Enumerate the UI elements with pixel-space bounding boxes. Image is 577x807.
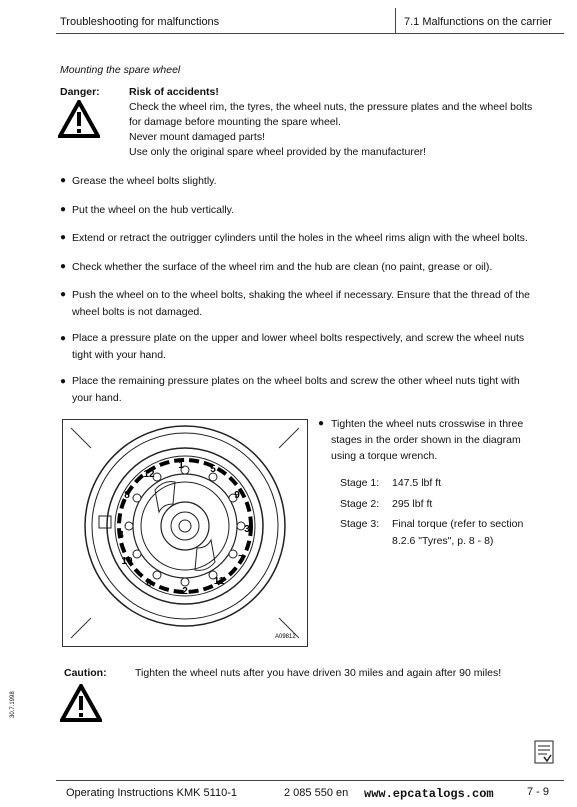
manual-book-icon [533,739,555,765]
caution-label: Caution: [64,667,107,679]
header-rule [56,33,564,34]
bullet-4: ● [60,261,67,272]
step-6-line-2: tight with your hand. [72,349,166,361]
danger-warning-icon [58,100,100,138]
step-7-line-2: your hand. [72,392,122,404]
step-5-line-2: wheel bolts is not damaged. [72,306,203,318]
diagram-code: A09812 [275,634,296,640]
nut-label-8: 8 [124,490,130,501]
danger-heading: Risk of accidents! [129,86,219,98]
bullet-3: ● [60,232,67,243]
danger-line-2: for damage before mounting the spare wheel. [129,116,341,128]
nut-label-3: 3 [244,524,250,535]
nut-label-1: 1 [178,460,184,471]
bullet-5: ● [60,289,67,300]
header-divider [395,8,396,34]
step-1-line-1: Grease the wheel bolts slightly. [72,175,217,187]
nut-label-4: 4 [118,530,124,541]
step-7 [72,373,562,407]
step-3 [72,230,562,247]
caution-warning-icon [60,684,102,722]
step-2-line-1: Put the wheel on the hub vertically. [72,204,235,216]
step-4 [72,259,562,276]
stage-3-value-line-2: 8.2.6 "Tyres", p. 8 - 8) [392,535,494,547]
nut-label-12: 12 [143,469,155,480]
stage-2-value: 295 lbf ft [392,498,433,510]
nut-label-11: 11 [213,576,225,587]
step-3-line-1: Extend or retract the outrigger cylinders until the holes in the wheel rims align with the wheel bolts. [72,232,528,244]
stage-2-label: Stage 2: [340,498,380,510]
footer-watermark: www.epcatalogs.com [364,787,494,801]
tighten-line-3: using a torque wrench. [331,450,438,462]
stage-1-value: 147.5 lbf ft [392,477,442,489]
bullet-6: ● [60,333,67,344]
stage-1-label: Stage 1: [340,477,380,489]
nut-label-5: 5 [210,464,216,475]
caution-text: Tighten the wheel nuts after you have driven 30 miles and again after 90 miles! [135,667,502,679]
bullet-2: ● [60,204,67,215]
step-5-line-1: Push the wheel on to the wheel bolts, shaking the wheel if necessary. Ensure that the thread of the [72,289,531,301]
step-5 [72,287,562,321]
nut-label-6: 6 [146,578,152,589]
step-6 [72,330,562,364]
bullet-1: ● [60,175,67,186]
danger-line-3: Never mount damaged parts! [129,131,265,143]
step-1 [72,173,562,190]
step-6-line-1: Place a pressure plate on the upper and lower wheel bolts respectively, and screw the wheel nuts [72,332,525,344]
nut-label-10: 10 [121,556,133,567]
nut-label-9: 9 [234,490,240,501]
danger-line-1: Check the wheel rim, the tyres, the wheel nuts, the pressure plates and the wheel bolts [129,101,533,113]
footer-center: 2 085 550 en [284,787,349,799]
nut-label-7: 7 [238,554,244,565]
tighten-line-1: Tighten the wheel nuts crosswise in three [331,418,524,430]
tighten-bullet: ● [318,418,325,429]
danger-label: Danger: [60,86,100,98]
step-2 [72,202,562,219]
footer-page: 7 - 9 [527,786,550,798]
nut-label-2: 2 [182,586,188,597]
bullet-7: ● [60,376,67,387]
section-title: Mounting the spare wheel [60,64,181,76]
footer-left: Operating Instructions KMK 5110-1 [66,787,237,799]
header-right: 7.1 Malfunctions on the carrier [404,16,552,28]
header-left: Troubleshooting for malfunctions [60,16,220,28]
wheel-drawing [63,420,307,646]
step-4-line-1: Check whether the surface of the wheel rim and the hub are clean (no paint, grease or oil). [72,261,493,273]
footer-rule [56,780,564,781]
stage-3-value [392,516,523,550]
step-7-line-1: Place the remaining pressure plates on the wheel bolts and screw the other wheel nuts tight with [72,375,520,387]
side-date: 30.7.1998 [10,691,16,718]
danger-line-4: Use only the original spare wheel provided by the manufacturer! [129,146,427,158]
wheel-diagram [62,419,308,647]
tighten-text [331,416,523,464]
tighten-line-2: stages in the order shown in the diagram [331,434,521,446]
stage-3-value-line-1: Final torque (refer to section [392,518,524,530]
stage-3-label: Stage 3: [340,518,380,530]
